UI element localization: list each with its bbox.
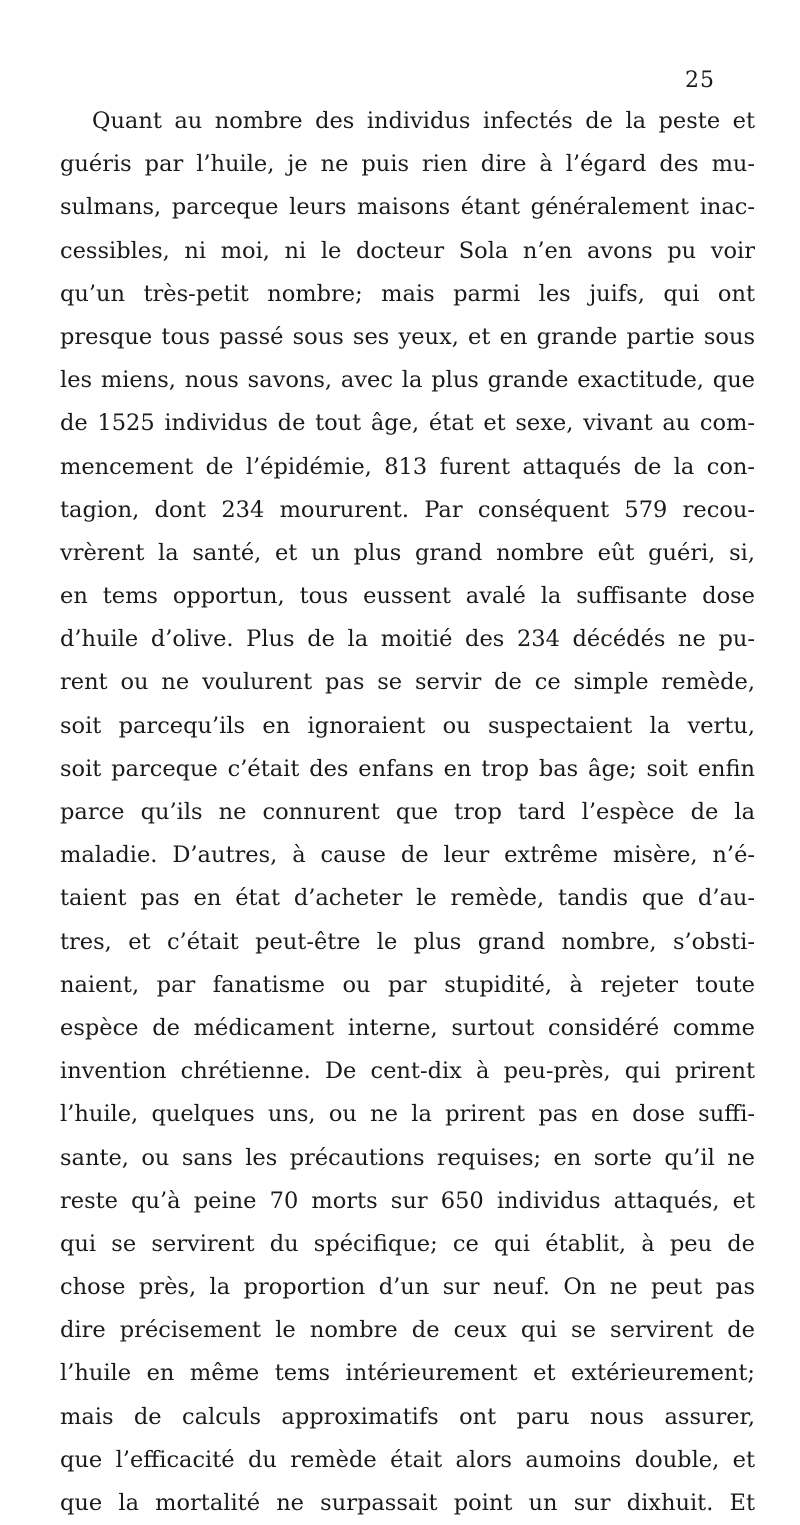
text-line: dire précisement le nombre de ceux qui se servirent de bbox=[60, 1317, 755, 1344]
text-line: mais de calculs approximatifs ont paru nous assurer, bbox=[60, 1403, 755, 1430]
text-line: cessibles, ni moi, ni le docteur Sola n’en avons pu voir bbox=[60, 237, 755, 264]
text-line: que la mortalité ne surpassait point un sur dixhuit. Et bbox=[60, 1490, 755, 1516]
text-line: qu’un très-petit nombre; mais parmi les juifs, qui ont bbox=[60, 280, 755, 307]
text-line: reste qu’à peine 70 morts sur 650 individus attaqués, et bbox=[60, 1187, 755, 1214]
text-line: l’huile, quelques uns, ou ne la prirent pas en dose suffi- bbox=[60, 1101, 755, 1128]
text-line: d’huile d’olive. Plus de la moitié des 234 décédés ne pu- bbox=[60, 626, 755, 653]
text-line: chose près, la proportion d’un sur neuf. On ne peut pas bbox=[60, 1274, 755, 1301]
text-line: sante, ou sans les précautions requises; en sorte qu’il ne bbox=[60, 1144, 755, 1171]
text-line: invention chrétienne. De cent-dix à peu-près, qui prirent bbox=[60, 1058, 755, 1085]
text-line: mencement de l’épidémie, 813 furent attaqués de la con- bbox=[60, 453, 755, 480]
text-line: tagion, dont 234 moururent. Par conséquent 579 recou- bbox=[60, 496, 755, 523]
text-line: rent ou ne voulurent pas se servir de ce simple remède, bbox=[60, 669, 755, 696]
text-line: Quant au nombre des individus infectés de la peste et bbox=[92, 108, 755, 134]
text-line: tres, et c’était peut-être le plus grand nombre, s’obsti- bbox=[60, 928, 755, 955]
text-line: en tems opportun, tous eussent avalé la suffisante dose bbox=[60, 583, 755, 610]
text-line: presque tous passé sous ses yeux, et en grande partie sous bbox=[60, 323, 755, 350]
text-line: les miens, nous savons, avec la plus grande exactitude, que bbox=[60, 367, 755, 394]
text-line: guéris par l’huile, je ne puis rien dire à l’égard des mu- bbox=[60, 151, 755, 178]
text-line: parce qu’ils ne connurent que trop tard l’espèce de la bbox=[60, 799, 755, 825]
text-line: naient, par fanatisme ou par stupidité, à rejeter toute bbox=[60, 971, 755, 998]
text-line: de 1525 individus de tout âge, état et sexe, vivant au com- bbox=[60, 410, 755, 437]
text-line: qui se servirent du spécifique; ce qui établit, à peu de bbox=[60, 1230, 755, 1257]
text-line: vrèrent la santé, et un plus grand nombre eût guéri, si, bbox=[60, 539, 755, 566]
text-line: l’huile en même tems intérieurement et extérieurement; bbox=[60, 1360, 755, 1387]
text-line: sulmans, parceque leurs maisons étant généralement inac- bbox=[60, 194, 755, 221]
body-text bbox=[60, 100, 755, 1525]
text-line: maladie. D’autres, à cause de leur extrême misère, n’é- bbox=[60, 842, 755, 869]
text-line: soit parceque c’était des enfans en trop bas âge; soit enfin bbox=[60, 755, 755, 782]
page-number: 25 bbox=[685, 68, 715, 93]
text-line: espèce de médicament interne, surtout considéré comme bbox=[60, 1014, 755, 1041]
text-line: soit parcequ’ils en ignoraient ou suspectaient la vertu, bbox=[60, 712, 755, 739]
text-line: que l’efficacité du remède était alors aumoins double, et bbox=[60, 1446, 755, 1473]
text-line: taient pas en état d’acheter le remède, tandis que d’au- bbox=[60, 885, 755, 912]
